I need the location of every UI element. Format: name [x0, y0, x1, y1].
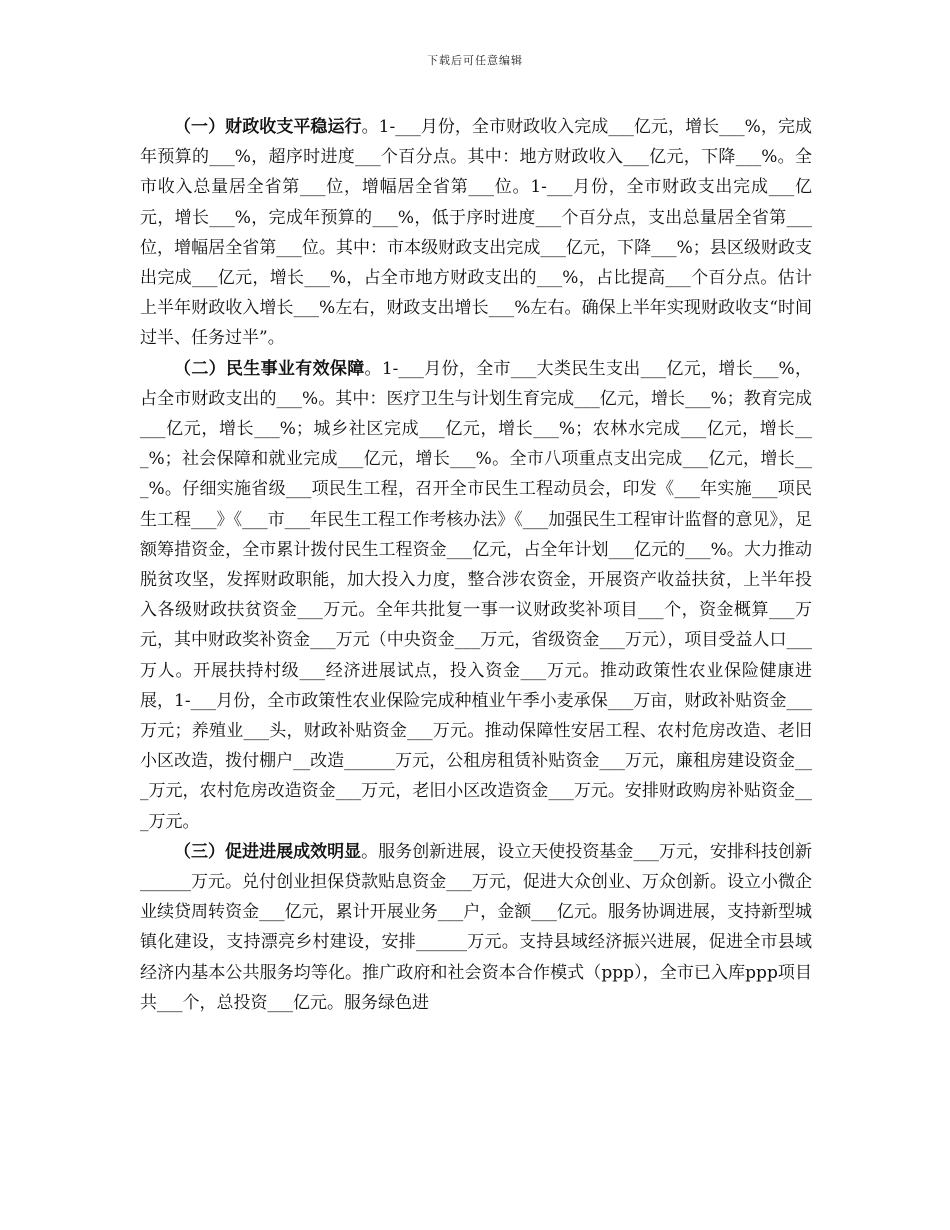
section-fiscal-revenue-expenditure [140, 112, 812, 354]
page-header: 下载后可任意编辑 [427, 54, 523, 67]
document-body [140, 112, 812, 1018]
section-heading: （二）民生事业有效保障 [174, 358, 365, 379]
section-text: 。1-___月份，全市财政收入完成___亿元，增长___%，完成年预算的___%，超序时进度___个百分点。其中：地方财政收入___亿元，下降___%。全市收入总量居全省第___位，增幅居全省第___位。1-___月份，全市财政支出完成___亿元，增长___%，完成年预算的___%，低于序时进度___个百分点，支出总量居全省第___位，增幅居全省第___位。其中：市本级财政支出完成___亿元，下降___%；县区级财政支出完成___亿元，增长___%，占全市地方财政支出的___%，占比提高___个百分点。估计上半年财政收入增长___%左右，财政支出增长___%左右。确保上半年实现财政收支“时间过半、任务过半”。 [140, 117, 812, 349]
section-heading: （一）财政收支平稳运行 [174, 117, 362, 137]
section-livelihood [140, 354, 812, 837]
section-heading: （三）促进进展成效明显 [174, 841, 362, 862]
section-development [140, 837, 812, 1018]
section-text: 。1-___月份，全市___大类民生支出___亿元，增长___%，占全市财政支出的___%。其中：医疗卫生与计划生育完成___亿元，增长___%；教育完成___亿元，增长___%；城乡社区完成___亿元，增长___%；农林水完成___亿元，增长___%；社会保障和就业完成___亿元，增长___%。全市八项重点支出完成___亿元，增长___%。仔细实施省级___项民生工程，召开全市民生工程动员会，印发《___年实施___项民生工程___》《___市___年民生工程工作考核办法》《___加强民生工程审计监督的意见》，足额筹措资金，全市累计拨付民生工程资金___亿元，占全年计划___亿元的___%。大力推动脱贫攻坚，发挥财政职能，加大投入力度，整合涉农资金，开展资产收益扶贫，上半年投入各级财政扶贫资金___万元。全年共批复一事一议财政奖补项目___个，资金概算___万元，其中财政奖补资金___万元（中央资金___万元，省级资金___万元），项目受益人口___万人。开展扶持村级___经济进展试点，投入资金___万元。推动政策性农业保险健康进展，1-___月份，全市政策性农业保险完成种植业午季小麦承保___万亩，财政补贴资金___万元；养殖业___头，财政补贴资金___万元。推动保障性安居工程、农村危房改造、老旧小区改造，拨付棚户__改造______万元，公租房租赁补贴资金___万元，廉租房建设资金___万元，农村危房改造资金___万元，老旧小区改造资金___万元。安排财政购房补贴资金___万元。 [140, 358, 813, 832]
section-text: 。服务创新进展，设立天使投资基金___万元，安排科技创新______万元。兑付创业担保贷款贴息资金___万元，促进大众创业、万众创新。设立小微企业续贷周转资金___亿元，累计开展业务___户，金额___亿元。服务协调进展，支持新型城镇化建设，支持漂亮乡村建设，安排______万元。支持县域经济振兴进展，促进全市县域经济内基本公共服务均等化。推广政府和社会资本合作模式（ppp），全市已入库ppp项目共___个，总投资___亿元。服务绿色进 [140, 841, 813, 1013]
